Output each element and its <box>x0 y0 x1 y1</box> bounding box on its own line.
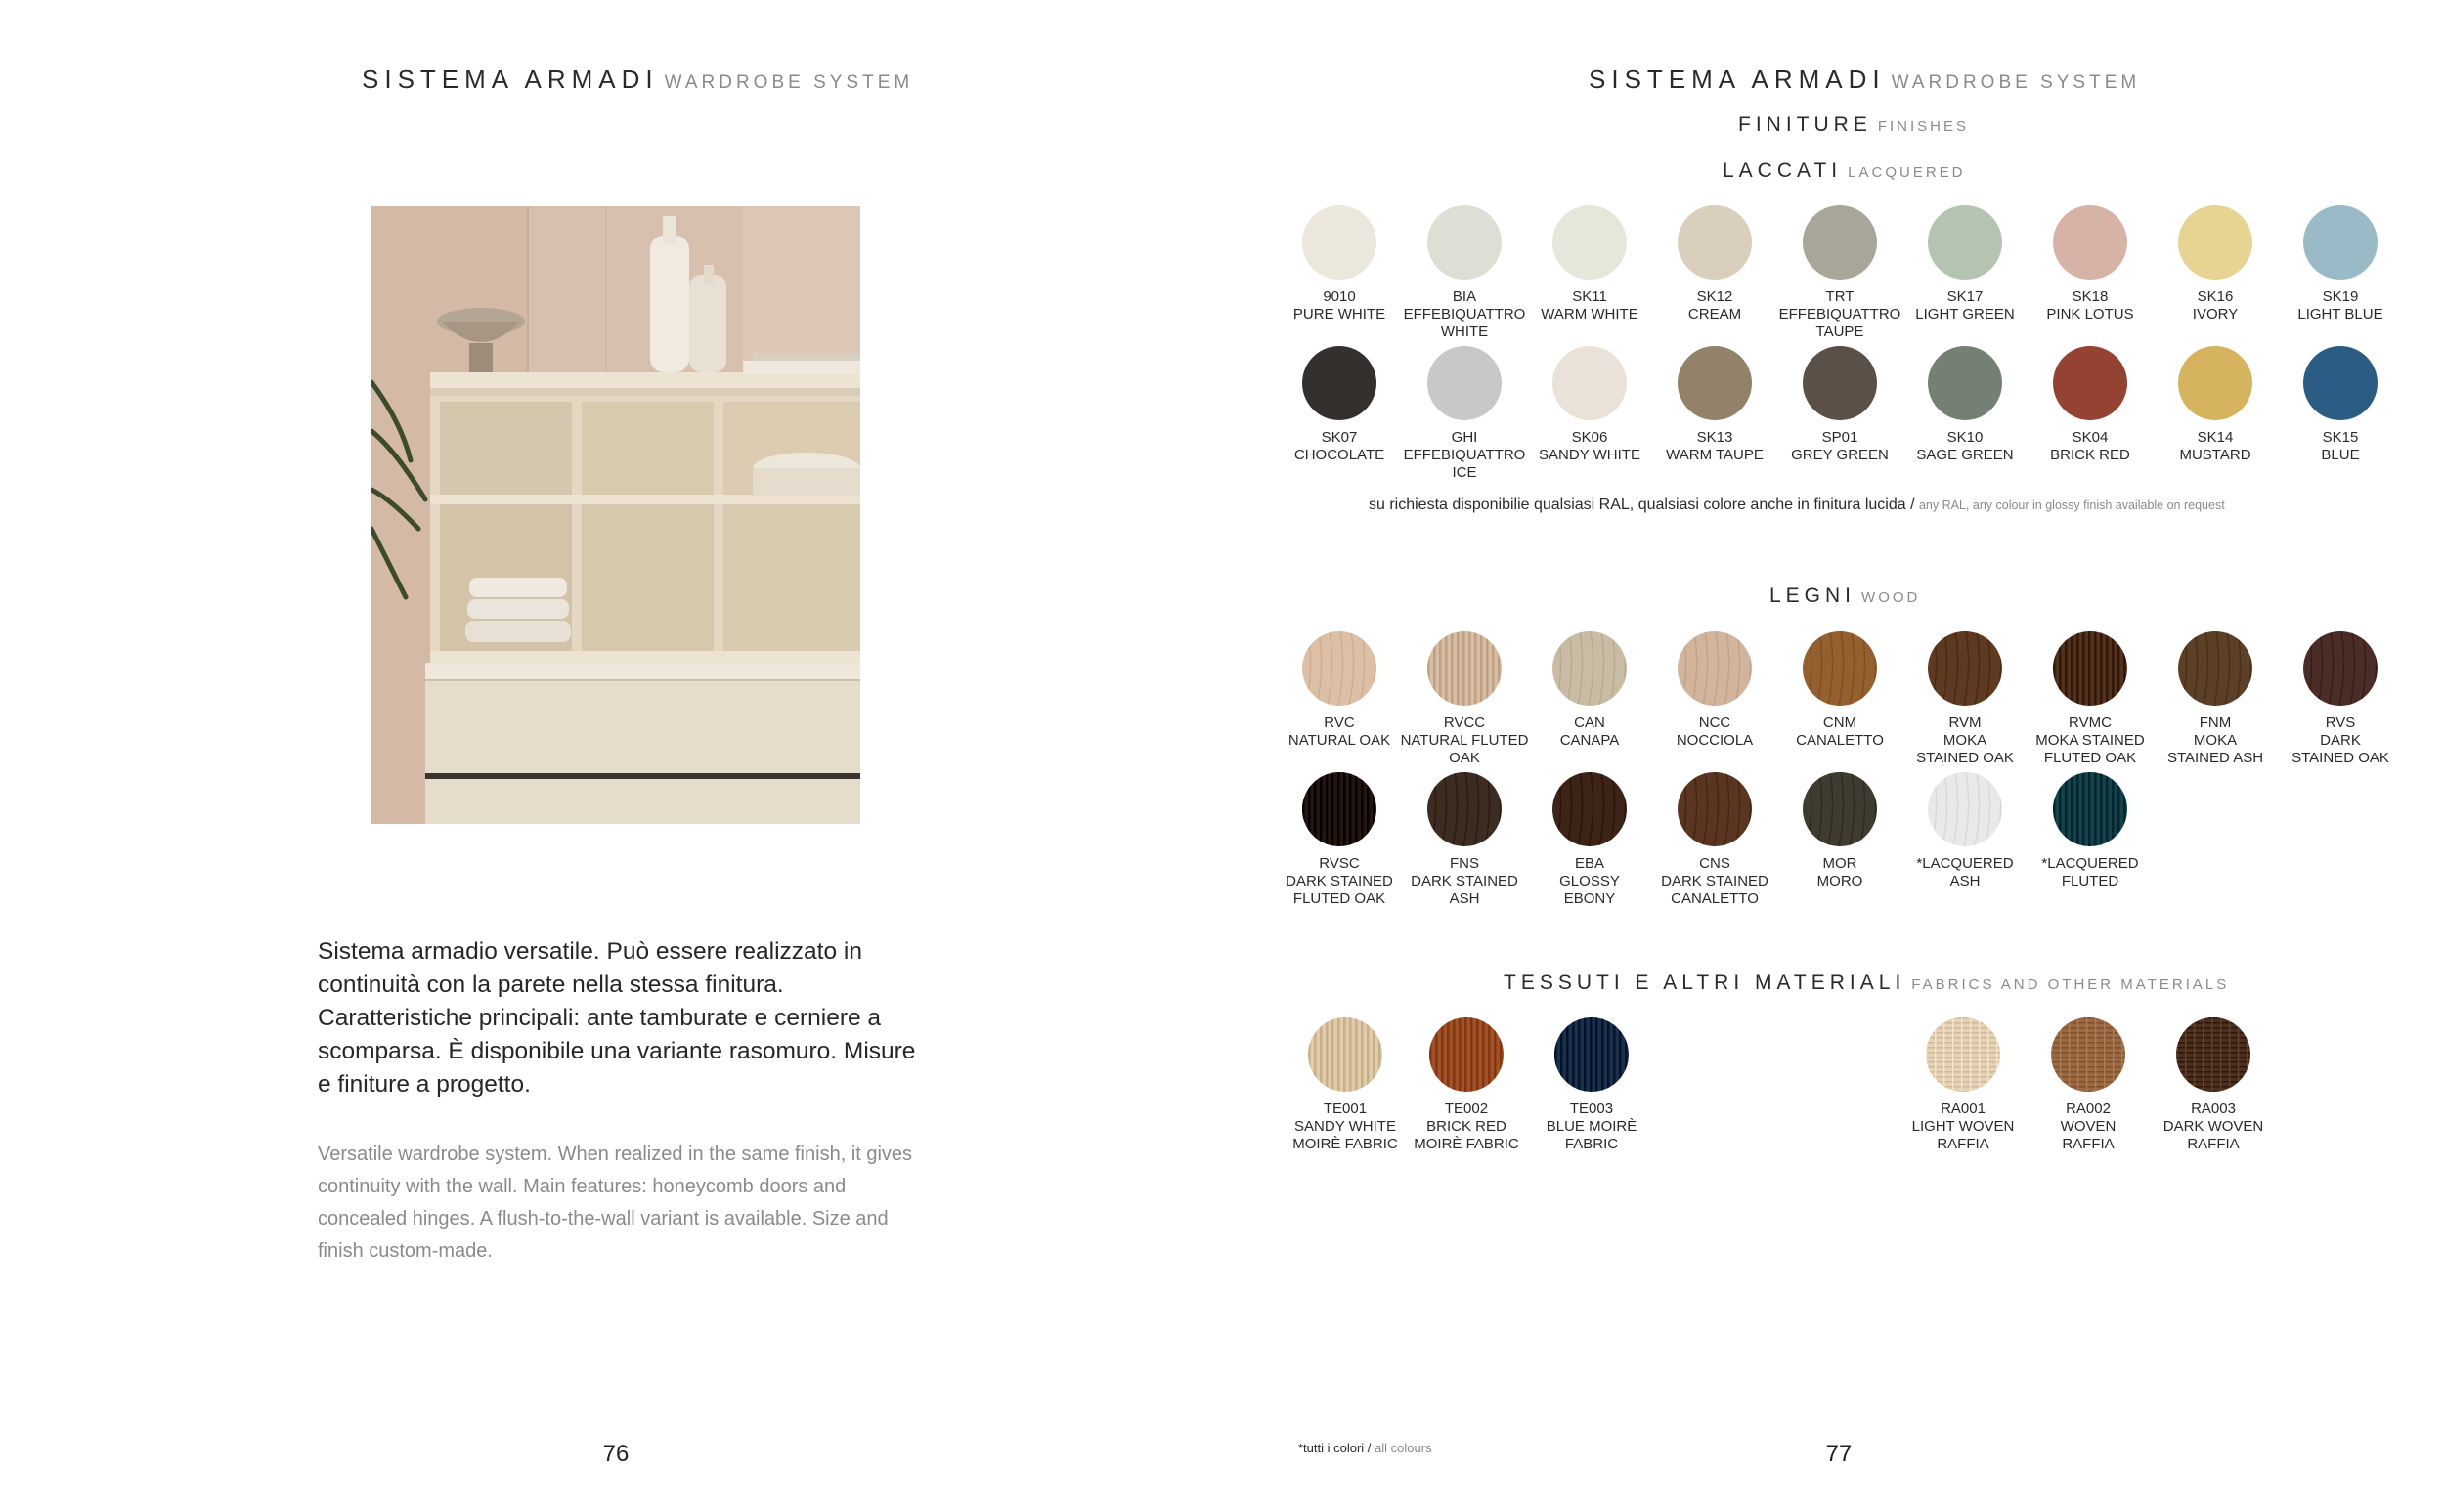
fabric-swatch-color <box>1308 1017 1382 1092</box>
wood-swatch-code: FNM <box>2199 714 2232 731</box>
header-title-it: SISTEMA ARMADI <box>362 65 659 94</box>
wood-swatch-code: CNM <box>1822 714 1857 731</box>
lacquered-swatch-color <box>2053 205 2127 280</box>
wood-swatch <box>1521 772 1658 908</box>
lacquered-swatch-name: WARM WHITE <box>1541 306 1638 323</box>
fabric-swatch-code: TE002 <box>1444 1101 1489 1117</box>
lacquered-swatch-code: SP01 <box>1821 429 1858 446</box>
wood-swatch-name: ASH <box>1949 873 1981 889</box>
wood-swatch <box>1897 772 2033 890</box>
header-title-it: SISTEMA ARMADI <box>1589 65 1886 94</box>
wood-swatch <box>1271 772 1408 908</box>
lacquered-swatch-code: SK18 <box>2072 288 2109 305</box>
fabric-swatch-code: RA002 <box>2066 1101 2111 1117</box>
wood-swatch-color <box>2053 772 2127 846</box>
lacquered-swatch-code: SK07 <box>1321 429 1358 446</box>
lacquered-swatch-color <box>1552 205 1627 280</box>
lacquered-swatch <box>2272 346 2409 464</box>
wood-swatch-name: MORO <box>1816 873 1863 889</box>
lacquered-swatch-color <box>2178 205 2252 280</box>
wood-swatch-name: CANAPA <box>1559 732 1620 749</box>
left-page-header <box>362 65 913 95</box>
wood-swatch-name: CANALETTO <box>1796 732 1884 749</box>
lacquered-swatch-code: 9010 <box>1323 288 1356 305</box>
lacquered-swatch-name: WARM TAUPE <box>1666 447 1764 463</box>
lacquered-swatch-code: SK11 <box>1572 288 1607 305</box>
wood-swatch-code: NCC <box>1698 714 1731 731</box>
wood-swatch-code: RVSC <box>1319 855 1360 872</box>
wood-swatch-name: NOCCIOLA <box>1676 732 1754 749</box>
wood-swatch-code: RVMC <box>2069 714 2112 731</box>
lacquered-swatch-name: CHOCOLATE <box>1293 447 1385 463</box>
lacquered-swatch <box>1771 205 1908 341</box>
wood-swatch-color <box>2303 631 2378 706</box>
footnote-en: all colours <box>1375 1441 1432 1455</box>
footnote <box>1298 1441 1432 1455</box>
wood-swatch-code: *LACQUERED <box>2041 855 2139 872</box>
wood-swatch <box>1396 631 1533 767</box>
lacquered-swatch-name: SANDY WHITE <box>1539 447 1640 463</box>
lacquered-swatch-name: SAGE GREEN <box>1916 447 2014 463</box>
lacquered-swatch-name: PURE WHITE <box>1292 306 1386 323</box>
lacquered-swatch-name: CREAM <box>1687 306 1742 323</box>
lacquered-swatch-name: EFFEBIQUATTRO ICE <box>1403 447 1526 481</box>
wood-swatch-name: NATURAL FLUTED OAK <box>1400 732 1529 766</box>
lacquered-swatch <box>1897 346 2033 464</box>
lacquered-swatch <box>1396 346 1533 482</box>
lacquered-swatch-code: SK13 <box>1696 429 1733 446</box>
wood-heading <box>1769 584 1920 608</box>
lacquered-swatch-code: SK16 <box>2197 288 2234 305</box>
fabric-swatch-color <box>1554 1017 1629 1092</box>
lacquered-swatch <box>1771 346 1908 464</box>
lacquered-swatch <box>1521 346 1658 464</box>
wood-swatch-name: DARK STAINED OAK <box>2291 732 2389 766</box>
fabric-swatch <box>1398 1017 1535 1153</box>
lacquered-swatch-name: GREY GREEN <box>1791 447 1889 463</box>
footnote-it: *tutti i colori / <box>1298 1441 1372 1455</box>
wood-swatch-name: MOKA STAINED FLUTED OAK <box>2035 732 2145 766</box>
fabric-swatch-name: DARK WOVEN RAFFIA <box>2162 1118 2264 1152</box>
wardrobe-illustration <box>371 206 860 824</box>
fabric-swatch-code: TE001 <box>1323 1101 1368 1117</box>
lacquered-swatch-color <box>1678 205 1752 280</box>
lacquered-note-en: any RAL, any colour in glossy finish available on request <box>1918 498 2225 512</box>
fabric-swatch-name: WOVEN RAFFIA <box>2060 1118 2117 1152</box>
lacquered-swatch-color <box>2303 346 2378 420</box>
lacquered-swatch <box>1646 205 1783 324</box>
lacquered-heading-en: LACQUERED <box>1848 164 1966 181</box>
fabric-swatch-color <box>2051 1017 2125 1092</box>
lacquered-swatch <box>2272 205 2409 324</box>
wood-swatch-color <box>1928 772 2002 846</box>
fabric-swatch-color <box>1429 1017 1504 1092</box>
fabric-swatch <box>1523 1017 1660 1153</box>
fabric-swatch-code: RA001 <box>1941 1101 1986 1117</box>
description-english: Versatile wardrobe system. When realized in the same finish, it gives continuity with the wall. Main features: honeycomb doors and concealed hinges. A flush-to-the-wall variant is available. Size and finish custom-made. <box>318 1144 913 1262</box>
lacquered-swatch-code: BIA <box>1452 288 1477 305</box>
lacquered-swatch <box>1396 205 1533 341</box>
wood-swatch-name: GLOSSY EBONY <box>1559 873 1620 907</box>
wood-swatch <box>1646 631 1783 750</box>
lacquered-heading <box>1723 159 1966 183</box>
wood-swatch-color <box>1803 631 1877 706</box>
wood-swatch <box>1771 772 1908 890</box>
fabric-swatch <box>2145 1017 2282 1153</box>
lacquered-swatch-color <box>1427 205 1502 280</box>
lacquered-swatch-code: SK15 <box>2322 429 2359 446</box>
lacquered-heading-it: LACCATI <box>1723 159 1843 182</box>
wood-swatch-code: RVS <box>2325 714 2356 731</box>
fabric-swatch <box>2020 1017 2157 1153</box>
wardrobe-photo <box>371 206 860 824</box>
lacquered-swatch-color <box>1803 346 1877 420</box>
lacquered-swatch-code: SK04 <box>2072 429 2109 446</box>
lacquered-swatch-name: EFFEBIQUATTRO WHITE <box>1403 306 1526 340</box>
header-title-en: WARDROBE SYSTEM <box>664 72 914 93</box>
wood-swatch <box>1771 631 1908 750</box>
wood-swatch-name: NATURAL OAK <box>1287 732 1391 749</box>
wood-swatch-color <box>1427 772 1502 846</box>
wood-swatch <box>1396 772 1533 908</box>
wood-swatch <box>1271 631 1408 750</box>
fabric-swatch-name: BLUE MOIRÈ FABRIC <box>1546 1118 1637 1152</box>
lacquered-swatch-code: SK10 <box>1946 429 1984 446</box>
fabric-swatch-name: BRICK RED MOIRÈ FABRIC <box>1414 1118 1519 1152</box>
wood-swatch-code: *LACQUERED <box>1916 855 2014 872</box>
fabrics-heading-it: TESSUTI E ALTRI MATERIALI <box>1504 972 1906 994</box>
wood-swatch-name: MOKA STAINED ASH <box>2166 732 2264 766</box>
fabric-swatch <box>1277 1017 1414 1153</box>
wood-swatch-color <box>1552 772 1627 846</box>
wood-swatch-code: RVCC <box>1443 714 1486 731</box>
lacquered-swatch-color <box>1427 346 1502 420</box>
wood-swatch-code: RVM <box>1948 714 1982 731</box>
lacquered-note-it: su richiesta disponibilie qualsiasi RAL, qualsiasi colore anche in finitura lucida / <box>1369 497 1915 513</box>
lacquered-swatch-code: GHI <box>1451 429 1478 446</box>
lacquered-swatch-code: SK17 <box>1946 288 1984 305</box>
lacquered-swatch-code: SK06 <box>1571 429 1608 446</box>
lacquered-swatch-code: SK19 <box>2322 288 2359 305</box>
finishes-heading <box>1738 113 1969 137</box>
fabric-swatch-code: TE003 <box>1569 1101 1614 1117</box>
fabric-swatch-name: SANDY WHITE MOIRÈ FABRIC <box>1292 1118 1398 1152</box>
lacquered-swatch-color <box>1302 346 1376 420</box>
fabric-swatch-code: RA003 <box>2191 1101 2236 1117</box>
lacquered-swatch <box>1271 205 1408 324</box>
wood-swatch-color <box>1302 631 1376 706</box>
fabric-swatch-color <box>2176 1017 2250 1092</box>
wood-swatch-code: CAN <box>1574 714 1605 731</box>
fabric-swatch-name: LIGHT WOVEN RAFFIA <box>1911 1118 2015 1152</box>
page-number-right: 77 <box>1825 1441 1853 1467</box>
lacquered-swatch-name: LIGHT GREEN <box>1915 306 2015 323</box>
lacquered-swatch-code: SK12 <box>1696 288 1733 305</box>
lacquered-swatch-name: IVORY <box>2192 306 2239 323</box>
lacquered-swatch <box>2022 346 2159 464</box>
fabrics-heading <box>1504 972 2229 995</box>
wood-swatch <box>2272 631 2409 767</box>
wood-swatch <box>1646 772 1783 908</box>
wood-swatch <box>1897 631 2033 767</box>
description-italian: Sistema armadio versatile. Può essere realizzato in continuità con la parete nella stessa finitura. Caratteristiche principali: ante tamburate e cerniere a scomparsa. È disponibile una variante rasomuro. Misure e finiture a progetto. <box>318 938 916 1098</box>
lacquered-swatch-code: TRT <box>1825 288 1855 305</box>
wood-swatch-color <box>1678 772 1752 846</box>
lacquered-swatch-color <box>1678 346 1752 420</box>
lacquered-swatch-color <box>1803 205 1877 280</box>
lacquered-swatch <box>2147 205 2284 324</box>
lacquered-swatch-name: BLUE <box>2321 447 2360 463</box>
lacquered-swatch <box>2147 346 2284 464</box>
lacquered-swatch-name: BRICK RED <box>2050 447 2130 463</box>
header-title-en: WARDROBE SYSTEM <box>1891 72 2141 93</box>
wood-swatch-code: MOR <box>1822 855 1857 872</box>
finishes-heading-it: FINITURE <box>1738 113 1872 136</box>
wood-swatch-color <box>1678 631 1752 706</box>
lacquered-swatch-name: MUSTARD <box>2179 447 2251 463</box>
lacquered-swatch-color <box>2178 346 2252 420</box>
fabric-swatch <box>1895 1017 2031 1153</box>
wood-swatch-code: FNS <box>1450 855 1479 872</box>
lacquered-swatch-code: SK14 <box>2197 429 2234 446</box>
lacquered-swatch <box>1897 205 2033 324</box>
lacquered-swatch <box>1646 346 1783 464</box>
lacquered-swatch-color <box>2053 346 2127 420</box>
lacquered-swatch-color <box>1928 346 2002 420</box>
fabrics-heading-en: FABRICS AND OTHER MATERIALS <box>1911 976 2230 993</box>
wood-swatch <box>2022 772 2159 890</box>
lacquered-swatch-name: PINK LOTUS <box>2046 306 2134 323</box>
right-page-header <box>1589 65 2140 95</box>
wood-swatch-color <box>1427 631 1502 706</box>
wood-swatch-name: FLUTED <box>2061 873 2119 889</box>
wood-swatch <box>2147 631 2284 767</box>
page-number-left: 76 <box>602 1441 630 1467</box>
lacquered-swatch-color <box>1928 205 2002 280</box>
lacquered-swatch-color <box>1552 346 1627 420</box>
wood-swatch <box>1521 631 1658 750</box>
wood-swatch-name: DARK STAINED FLUTED OAK <box>1286 873 1393 907</box>
fabric-swatch-color <box>1926 1017 2000 1092</box>
wood-swatch-code: EBA <box>1574 855 1604 872</box>
lacquered-swatch <box>1521 205 1658 324</box>
wood-swatch-color <box>1552 631 1627 706</box>
wood-swatch-color <box>1928 631 2002 706</box>
lacquered-note <box>1369 497 2346 514</box>
wood-swatch-color <box>2178 631 2252 706</box>
lacquered-swatch-color <box>2303 205 2378 280</box>
wood-swatch-color <box>1803 772 1877 846</box>
lacquered-swatch <box>1271 346 1408 464</box>
wood-swatch-code: CNS <box>1699 855 1730 872</box>
wood-swatch-name: DARK STAINED ASH <box>1411 873 1518 907</box>
wood-swatch-name: MOKA STAINED OAK <box>1916 732 2014 766</box>
lacquered-swatch <box>2022 205 2159 324</box>
wood-swatch <box>2022 631 2159 767</box>
wood-heading-en: WOOD <box>1861 589 1921 606</box>
lacquered-swatch-name: EFFEBIQUATTRO TAUPE <box>1778 306 1901 340</box>
wood-swatch-code: RVC <box>1324 714 1355 731</box>
wood-swatch-color <box>2053 631 2127 706</box>
wood-swatch-color <box>1302 772 1376 846</box>
wood-heading-it: LEGNI <box>1769 584 1856 607</box>
wood-swatch-name: DARK STAINED CANALETTO <box>1661 873 1768 907</box>
finishes-heading-en: FINISHES <box>1877 118 1970 135</box>
lacquered-swatch-color <box>1302 205 1376 280</box>
lacquered-swatch-name: LIGHT BLUE <box>2297 306 2383 323</box>
